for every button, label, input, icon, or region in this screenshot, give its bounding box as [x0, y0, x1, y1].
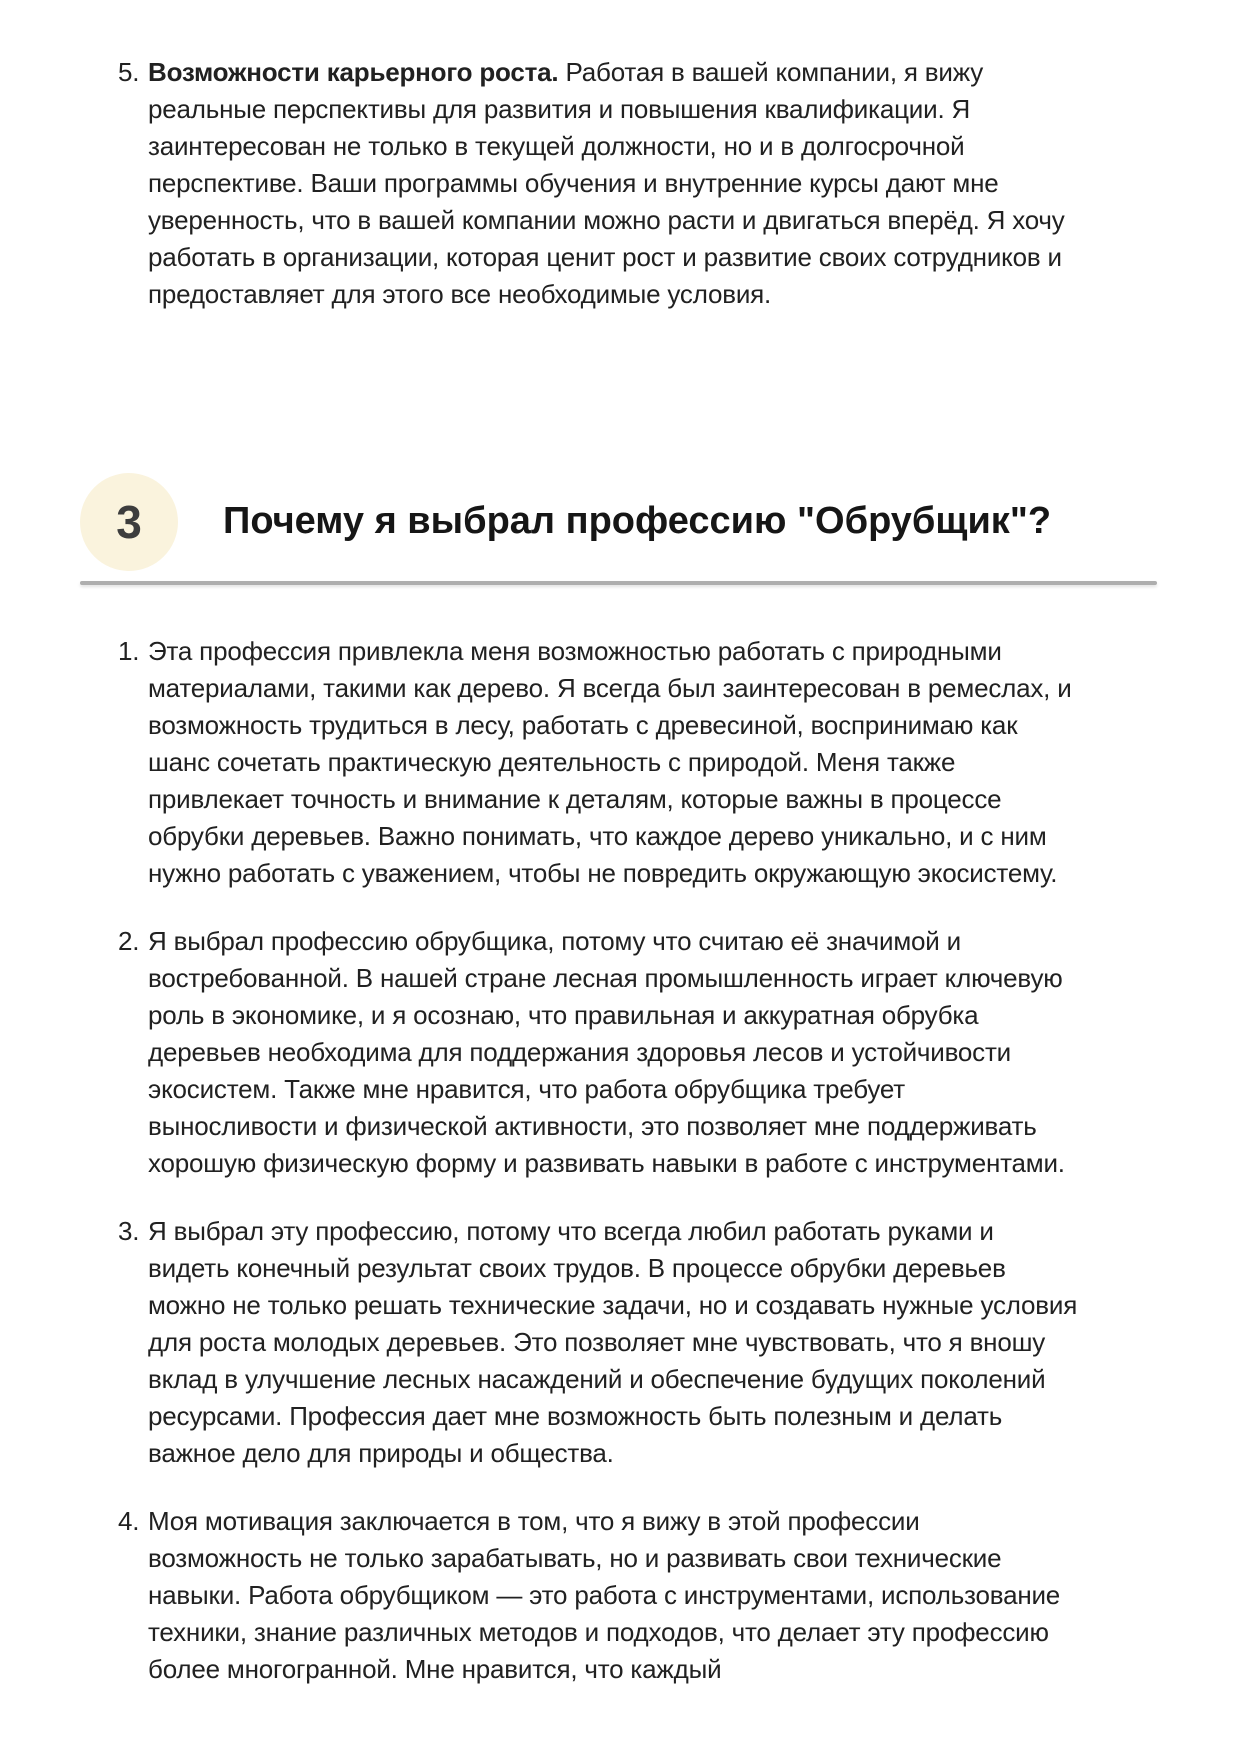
section-number-badge [80, 473, 178, 571]
intro-list [80, 54, 1159, 313]
list-item-text: Я выбрал профессию обрубщика, потому что считаю её значимой и востребованной. В нашей стране лесная промышленность играет ключевую роль в экономике, и я осознаю, что правильная и аккуратная обрубка деревьев необходима для поддержания здоровья лесов и устойчивости экосистем. Также мне нравится, что работа обрубщика требует выносливости и физической активности, это позволяет мне поддерживать хорошую физическую форму и развивать навыки в работе с инструментами. [148, 926, 1065, 1178]
list-item-number: 3. [118, 1216, 140, 1246]
list-item-number: 4. [118, 1506, 140, 1536]
list-item-body: Работая в вашей компании, я вижу реальные перспективы для развития и повышения квалификации. Я заинтересован не только в текущей должности, но и в долгосрочной перспективе. Ваши программы обучения и внутренние курсы дают мне уверенность, что в вашей компании можно расти и двигаться вперёд. Я хочу работать в организации, которая ценит рост и развитие своих сотрудников и предоставляет для этого все необходимые условия. [148, 57, 1065, 309]
list-item [80, 1213, 1159, 1472]
list-item-text: Я выбрал эту профессию, потому что всегда любил работать руками и видеть конечный результат своих трудов. В процессе обрубки деревьев можно не только решать технические задачи, но и создавать нужные условия для роста молодых деревьев. Это позволяет мне чувствовать, что я вношу вклад в улучшение лесных насаждений и обеспечение будущих поколений ресурсами. Профессия дает мне возможность быть полезным и делать важное дело для природы и общества. [148, 1216, 1078, 1468]
list-item-text [148, 54, 1078, 313]
reasons-list [80, 633, 1159, 1688]
section-number: 3 [116, 495, 142, 548]
list-item [80, 923, 1159, 1182]
list-item-lead: Возможности карьерного роста. [148, 57, 559, 87]
section-header [80, 473, 1159, 571]
list-item-number: 1. [118, 636, 140, 666]
list-item [80, 54, 1159, 313]
list-item [80, 633, 1159, 892]
list-item [80, 1503, 1159, 1688]
section-divider [80, 581, 1157, 585]
list-item-number: 2. [118, 926, 140, 956]
section-title: Почему я выбрал профессию "Обрубщик"? [223, 500, 1052, 543]
list-item-text: Эта профессия привлекла меня возможностью работать с природными материалами, такими как дерево. Я всегда был заинтересован в ремеслах, и возможность трудиться в лесу, работать с древесиной, воспринимаю как шанс сочетать практическую деятельность с природой. Меня также привлекает точность и внимание к деталям, которые важны в процессе обрубки деревьев. Важно понимать, что каждое дерево уникально, и с ним нужно работать с уважением, чтобы не повредить окружающую экосистему. [148, 636, 1072, 888]
list-item-number: 5. [118, 57, 140, 87]
list-item-text: Моя мотивация заключается в том, что я вижу в этой профессии возможность не только зарабатывать, но и развивать свои технические навыки. Работа обрубщиком — это работа с инструментами, использование техники, знание различных методов и подходов, что делает эту профессию более многогранной. Мне нравится, что каждый [148, 1506, 1061, 1684]
